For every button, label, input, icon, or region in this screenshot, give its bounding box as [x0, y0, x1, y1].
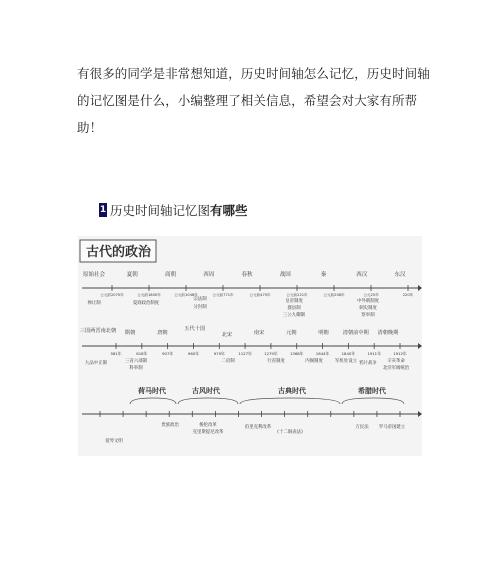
- event-label: 辛亥革命: [387, 359, 405, 364]
- date-label: 1840年: [341, 351, 356, 356]
- date-label: 1368年: [289, 351, 304, 356]
- date-label: 公元前771年: [212, 293, 234, 297]
- era-bracket: [240, 398, 340, 404]
- dynasty-label: 南宋: [253, 330, 265, 336]
- era-bracket: [178, 398, 238, 404]
- date-label: 1912年: [393, 351, 407, 356]
- dynasty-label: 东汉: [394, 272, 406, 278]
- timeline-figure: [78, 236, 422, 456]
- event-label: 爱琴文明: [105, 439, 123, 444]
- date-label: 979年: [213, 351, 225, 356]
- date-label: 1279年: [264, 351, 278, 356]
- event-label: 中外朝制度: [357, 299, 379, 304]
- event-label: 二府制: [221, 359, 235, 364]
- event-label: 《十二铜表法》: [274, 430, 306, 435]
- date-label: 1911年: [367, 351, 381, 356]
- dynasty-label: 明朝: [318, 330, 329, 336]
- dynasty-label: 商朝: [164, 272, 177, 278]
- date-label: 220年: [402, 293, 414, 297]
- event-label: 察举制: [361, 313, 375, 318]
- dynasty-label: 北宋: [221, 332, 233, 338]
- dynasty-label: 唐朝: [157, 330, 168, 336]
- figure-title: 古代的政治: [86, 245, 152, 260]
- era-label: 荷马时代: [138, 387, 166, 395]
- era-bracket: [130, 398, 176, 404]
- date-label: 公元前1600年: [137, 293, 161, 297]
- section-heading-bold-text: 有哪些: [210, 203, 248, 218]
- dynasty-label: 秦: [320, 272, 327, 278]
- date-label: 960年: [187, 351, 199, 356]
- dynasty-label: 元朝: [286, 330, 297, 336]
- date-label: 618年: [136, 351, 148, 356]
- event-label: 分封制: [193, 305, 207, 310]
- dynasty-label: 西汉: [356, 272, 368, 278]
- event-label: 九品中正制: [85, 361, 107, 366]
- date-label: 公元25年: [363, 293, 379, 297]
- era-label: 希腊时代: [358, 387, 386, 395]
- timeline-svg: [78, 236, 422, 456]
- date-label: 公元前206年: [323, 293, 345, 297]
- dynasty-label: 西周: [203, 272, 215, 278]
- dynasty-label: 清朝前中期: [342, 330, 369, 336]
- date-label: 907年: [162, 351, 174, 356]
- section-number-badge: 1: [99, 205, 107, 215]
- dynasty-label: 清朝晚期: [377, 330, 399, 336]
- dynasty-label: 原始社会: [82, 272, 106, 278]
- event-label: 皇帝制度: [285, 299, 303, 304]
- date-label: 1644年: [315, 351, 330, 356]
- event-label: 万民法: [355, 425, 369, 430]
- event-label: 禅让制: [87, 301, 101, 306]
- event-label: 三公九卿制: [283, 313, 305, 318]
- event-label: 军机处设立: [335, 359, 357, 364]
- era-label: 古典时代: [278, 387, 306, 395]
- dynasty-label: 隋朝: [125, 330, 136, 336]
- era-label: 古风时代: [192, 387, 220, 395]
- era-bracket: [342, 398, 404, 404]
- event-label: 贵族政治: [161, 423, 179, 428]
- date-label: 公元前1046年: [174, 293, 198, 297]
- dynasty-label: 春秋: [241, 272, 253, 278]
- section-heading-text: 历史时间轴记忆图: [110, 203, 211, 218]
- event-label: 梭伦改革: [199, 423, 217, 428]
- dynasty-label: 三国两晋南北朝: [79, 328, 117, 334]
- event-label: 行省制度: [267, 359, 285, 364]
- section-heading: [99, 201, 248, 219]
- event-label: 内阁制度: [305, 359, 323, 364]
- event-label: 科举制: [129, 366, 143, 371]
- event-label: 鸦片战争: [359, 361, 377, 366]
- event-label: 夏商政治制度: [132, 301, 160, 306]
- event-label: 罗马帝国建立: [378, 425, 406, 430]
- event-label: 克里斯提尼改革: [192, 430, 224, 435]
- event-label: 刺史制度: [359, 306, 377, 311]
- event-label: 宗法制: [193, 297, 207, 302]
- intro-paragraph: 有很多的同学是非常想知道，历史时间轴怎么记忆，历史时间轴的记忆图是什么，小编整理了相关信息，希望会对大家有所帮助！: [77, 66, 430, 135]
- date-label: 1127年: [238, 351, 252, 356]
- dynasty-label: 五代十国: [184, 326, 206, 332]
- event-label: 伯里克利改革: [244, 425, 272, 430]
- date-label: 581年: [110, 351, 122, 356]
- event-label: 郡县制: [287, 306, 301, 311]
- event-label: 北洋军阀统治: [382, 366, 410, 371]
- event-label: 三省六部制: [125, 359, 147, 364]
- date-label: 公元前475年: [249, 293, 271, 297]
- dynasty-label: 夏朝: [126, 272, 138, 278]
- date-label: 公元前2070年: [100, 293, 124, 297]
- date-label: 公元前221年: [286, 293, 308, 297]
- dynasty-label: 战国: [279, 272, 291, 278]
